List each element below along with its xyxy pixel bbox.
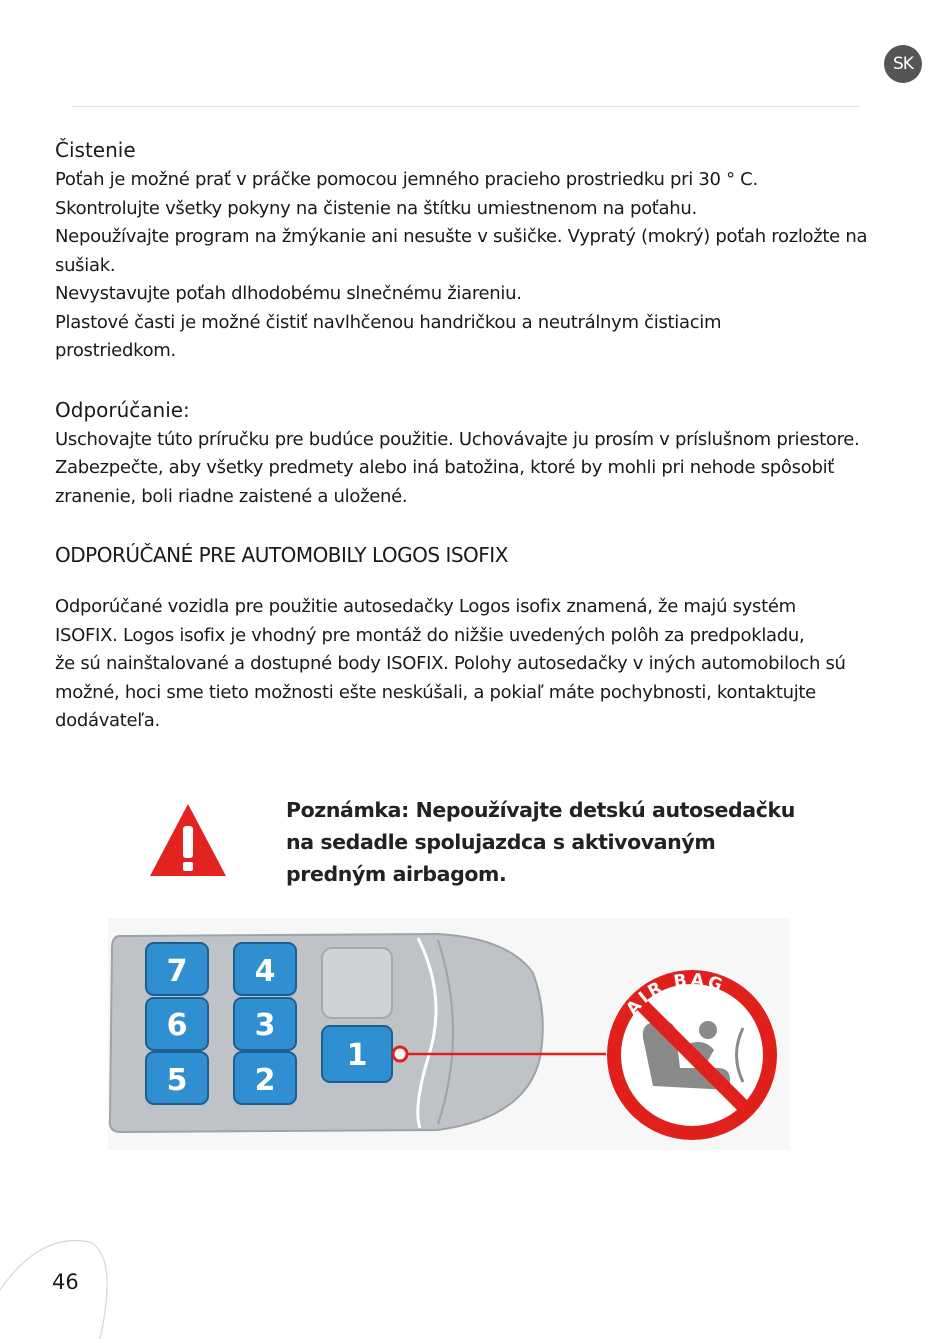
cleaning-line: Skontrolujte všetky pokyny na čistenie na štítku umiestnenom na poťahu.: [55, 197, 697, 219]
seat-label: 3: [254, 1008, 276, 1043]
vehicles-heading: ODPORÚČANÉ PRE AUTOMOBILY LOGOS ISOFIX: [55, 543, 508, 567]
airbag-note: Poznámka: Nepoužívajte detskú autosedačku na sedadle spolujazdca s aktivovaným predným airbagom.: [286, 798, 795, 886]
recommendation-line: Zabezpečte, aby všetky predmety alebo iná batožina, ktoré by mohli pri nehode spôsobiť zranenie, boli riadne zaistené a uložené.: [55, 457, 835, 507]
recommendation-line: Uschovajte túto príručku pre budúce použitie. Uchovávajte ju prosím v príslušnom priestore.: [55, 428, 860, 450]
language-badge: SK: [884, 45, 922, 83]
page-number: 46: [52, 1270, 79, 1294]
cleaning-line: Nevystavujte poťah dlhodobému slnečnému žiareniu.: [55, 283, 522, 304]
seat-label: 7: [166, 954, 188, 989]
car-seat-diagram: [108, 918, 790, 1150]
warning-triangle-icon: [148, 800, 228, 880]
page-content: [55, 136, 885, 736]
seat-label: 6: [166, 1008, 188, 1043]
seat-label: 2: [254, 1063, 276, 1098]
vehicles-line: že sú nainštalované a dostupné body ISOFIX. Polohy autosedačky v iných automobiloch sú možné, hoci sme tieto možnosti ešte neskúšali, a pokiaľ máte pochybnosti, kontaktujte dodávateľa.: [55, 653, 846, 731]
cleaning-line: Poťah je možné prať v práčke pomocou jemného pracieho prostriedku pri 30 ° C.: [55, 169, 758, 190]
cleaning-heading: Čistenie: [55, 138, 136, 162]
seat-label: 5: [166, 1063, 188, 1098]
cleaning-line: Plastové časti je možné čistiť navlhčenou handričkou a neutrálnym čistiacim prostriedkom.: [55, 311, 722, 361]
seat-label: 1: [346, 1038, 368, 1073]
airbag-label: AIR BAG: [622, 970, 728, 1020]
cleaning-line: Nepoužívajte program na žmýkanie ani nesušte v sušičke. Vypratý (mokrý) poťah rozložte na sušiak.: [55, 226, 868, 276]
recommendation-heading: Odporúčanie:: [55, 397, 190, 422]
seat-label: 4: [254, 954, 276, 989]
no-rear-facing-seat-airbag-icon: [614, 970, 770, 1133]
header-divider: [72, 106, 860, 107]
vehicles-line: Odporúčané vozidla pre použitie autosedačky Logos isofix znamená, že majú systém ISOFIX. Logos isofix je vhodný pre montáž do nižšie uvedených polôh za predpokladu,: [55, 596, 805, 646]
passenger-seat-outline: [322, 948, 392, 1018]
